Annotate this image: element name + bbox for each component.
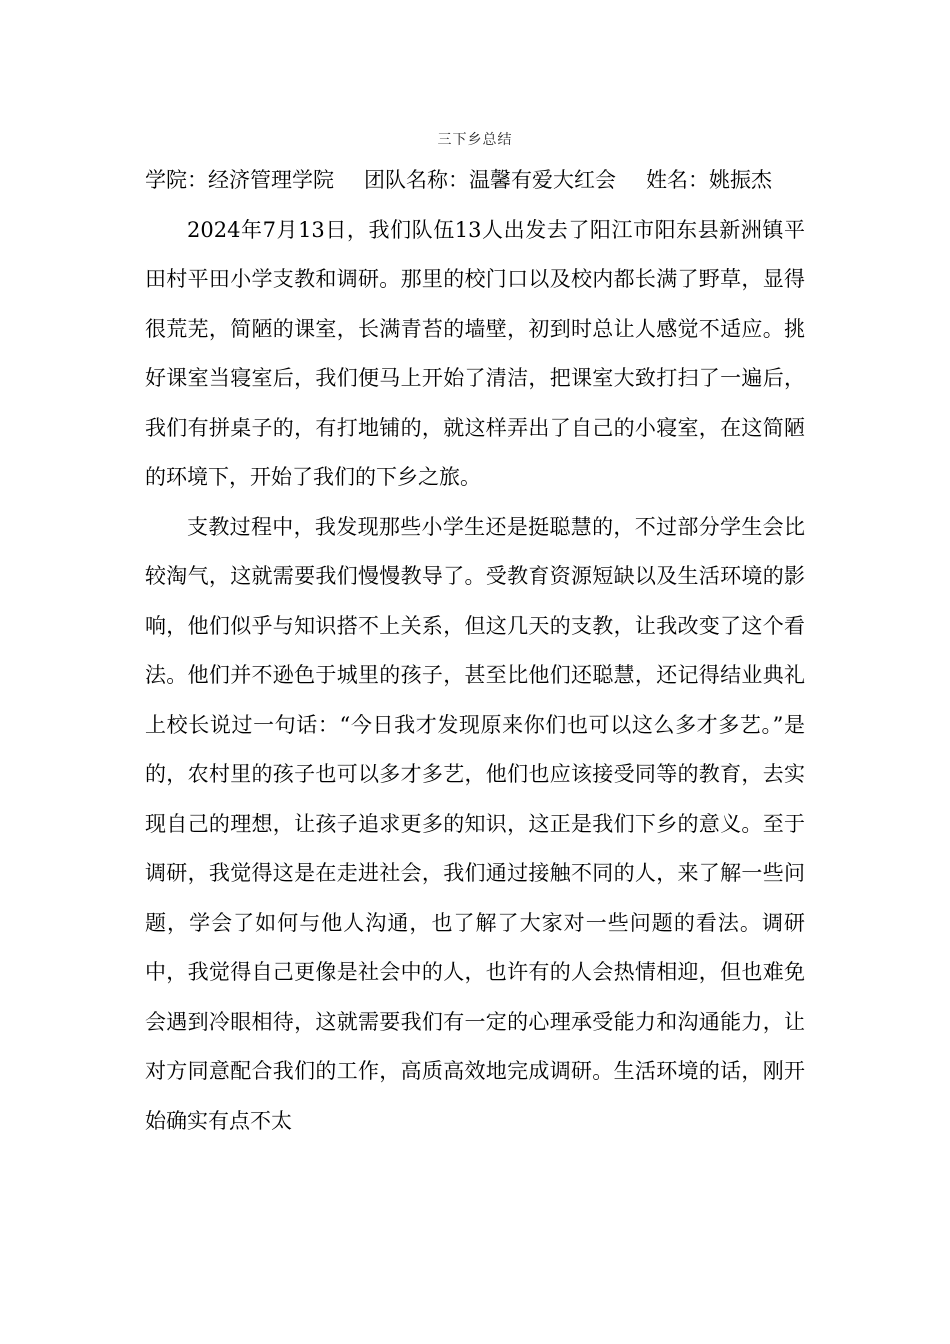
paragraph-1: 2024年7月13日，我们队伍13人出发去了阳江市阳东县新洲镇平田村平田小学支教和调研。那里的校门口以及校内都长满了野草，显得很荒芜，简陋的课室，长满青苔的墙壁，初到时总让人感觉不适应。挑好课室当寝室后，我们便马上开始了清洁，把课室大致打扫了一遍后，我们有拼桌子的，有打地铺的，就这样弄出了自己的小寝室，在这简陋的环境下，开始了我们的下乡之旅。	[145, 217, 805, 489]
document-title: 三下乡总结	[437, 132, 513, 148]
paragraph-2: 支教过程中，我发现那些小学生还是挺聪慧的，不过部分学生会比较淘气，这就需要我们慢慢教导了。受教育资源短缺以及生活环境的影响，他们似乎与知识搭不上关系，但这几天的支教，让我改变了这个看法。他们并不逊色于城里的孩子，甚至比他们还聪慧，还记得结业典礼上校长说过一句话：“今日我才发现原来你们也可以这么多才多艺。”是的，农村里的孩子也可以多才多艺，他们也应该接受同等的教育，去实现自己的理想，让孩子追求更多的知识，这正是我们下乡的意义。至于调研，我觉得这是在走进社会，我们通过接触不同的人，来了解一些问题，学会了如何与他人沟通，也了解了大家对一些问题的看法。调研中，我觉得自己更像是社会中的人，也许有的人会热情相迎，但也难免会遇到冷眼相待，这就需要我们有一定的心理承受能力和沟通能力，让对方同意配合我们的工作，高质高效地完成调研。生活环境的话，刚开始确实有点不太	[145, 514, 805, 1133]
team-field: 团队名称：温馨有爱大红会	[364, 168, 616, 192]
author-info-line	[145, 156, 805, 206]
document-body	[145, 156, 805, 1146]
college-field: 学院：经济管理学院	[145, 168, 334, 192]
name-field: 姓名：姚振杰	[646, 168, 772, 192]
